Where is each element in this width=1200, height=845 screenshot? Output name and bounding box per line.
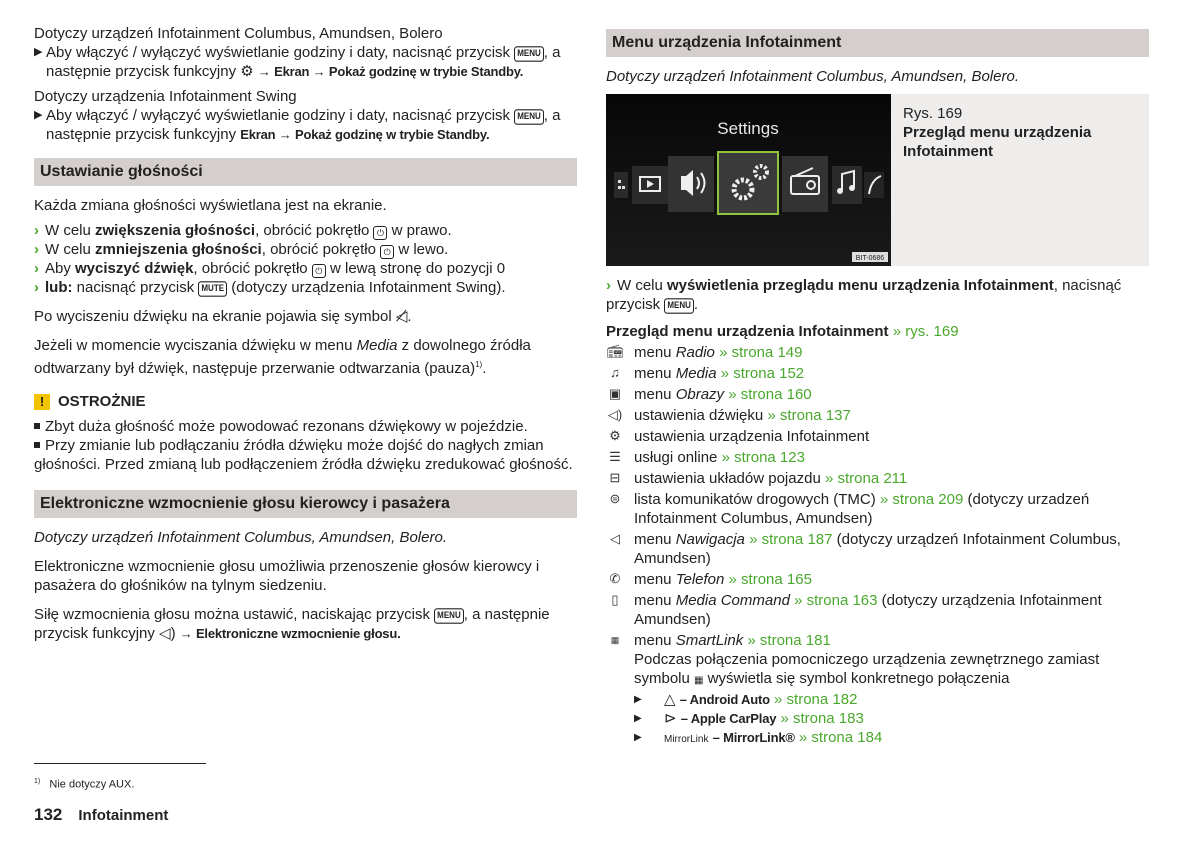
list-item: › W celu zwiększenia głośności, obrócić pokrętło ⏻ w prawo. [34, 222, 452, 239]
bullet-arrow-icon: ▶ [634, 713, 642, 724]
section-heading-voice: Elektroniczne wzmocnienie głosu kierowcy i pasażera [34, 490, 577, 518]
paragraph: Elektroniczne wzmocnienie głosu umożliwia przenoszenie głosów kierowcy i pasażera do głośników na tylnym siedzeniu. [34, 558, 540, 594]
caution-heading: ! OSTROŻNIE [34, 392, 577, 411]
page-link[interactable]: » strona 187 [749, 531, 833, 548]
figure-link[interactable]: » rys. 169 [892, 323, 959, 340]
list-item: ⊜ lista komunikatów drogowych (TMC) » strona 209 (dotyczy urzadzeń Infotainment Columbus, Amundsen) [606, 490, 1149, 528]
car-icon: ⊟ [609, 470, 621, 485]
section-heading-menu: Menu urządzenia Infotainment [606, 29, 1149, 57]
footnote-divider [34, 763, 206, 764]
page-link[interactable]: » strona 160 [728, 386, 812, 403]
applies-note: Dotyczy urządzenia Infotainment Swing [34, 88, 297, 105]
page-link[interactable]: » strona 123 [721, 449, 805, 466]
chevron-right-icon: › [34, 222, 39, 239]
list-item: ♫ menu Media » strona 152 [606, 364, 1149, 383]
paragraph: Jeżeli w momencie wyciszania dźwięku w menu Media z dowolnego źródła odtwarzany był dźwięk, następuje przerwanie odtwarzania (pauza)$^{1)}$. [34, 337, 531, 377]
chevron-right-icon: › [606, 277, 611, 294]
menu-key-icon: MENU [664, 298, 694, 313]
caution-item: Zbyt duża głośność może powodować rezonans dźwiękowy w pojeździe. [34, 417, 577, 436]
media-command-icon: ▯ [611, 592, 619, 607]
paragraph: Siłę wzmocnienia głosu można ustawić, naciskając przycisk MENU , a następnie przycisk funkcyjny ◁) → Elektroniczne wzmocnienie głosu. [34, 606, 550, 642]
list-item: ▣ menu Obrazy » strona 160 [606, 385, 1149, 404]
list-item: ⚙ ustawienia urządzenia Infotainment [606, 427, 1149, 446]
chevron-right-icon: › [34, 279, 39, 296]
bullet-square-icon [34, 423, 40, 429]
page-number: 132 [34, 805, 63, 824]
page-link[interactable]: » strona 137 [767, 407, 851, 424]
list-item: › W celu zmniejszenia głośności, obrócić pokrętło ⏻ w lewo. [34, 241, 449, 258]
svg-text:Settings: Settings [717, 119, 779, 138]
figure-caption: Rys. 169 Przegląd menu urządzenia Infotainment [891, 94, 1149, 266]
paragraph: Po wyciszeniu dźwięku na ekranie pojawia się symbol ◁̸. [34, 308, 412, 325]
overview-heading: Przegląd menu urządzenia Infotainment » rys. 169 [606, 323, 959, 340]
caution-item: Przy zmianie lub podłączaniu źródła dźwięku może dojść do nagłych zmian głośności. Przed zmianą lub podłączeniem źródła dźwięku zredukować głośność. [34, 437, 573, 473]
list-item: ◁) ustawienia dźwięku » strona 137 [607, 407, 851, 424]
knob-icon: ⏻ [312, 264, 326, 278]
list-item: ◁ menu Nawigacja » strona 187 (dotyczy urządzeń Infotainment Columbus, Amundsen) [606, 530, 1149, 568]
list-item: ⊟ ustawienia układów pojazdu » strona 211 [606, 469, 1149, 488]
knob-icon: ⏻ [380, 245, 394, 259]
speaker-muted-icon: ◁̸ [395, 308, 408, 325]
gear-icon: ⚙ [240, 63, 254, 80]
chevron-right-icon: › [34, 260, 39, 277]
phone-icon: ✆ [609, 571, 621, 586]
page-link[interactable]: » strona 211 [824, 470, 908, 487]
page-link[interactable]: » strona 152 [720, 365, 805, 382]
page-link[interactable]: » strona 183 [780, 710, 864, 727]
page-link[interactable]: » strona 182 [774, 691, 858, 708]
smartlink-icon: ▦ [694, 675, 704, 686]
list-item: 📻︎ menu Radio » strona 149 [606, 344, 803, 361]
menu-key-icon: MENU [514, 46, 544, 61]
warning-icon: ! [34, 394, 50, 410]
speaker-icon: ◁) [159, 625, 176, 642]
section-heading-volume: Ustawianie głośności [34, 158, 577, 186]
android-auto-icon: △ [664, 691, 676, 708]
paragraph: Każda zmiana głośności wyświetlana jest na ekranie. [34, 197, 387, 214]
list-item: ☰ usługi online » strona 123 [606, 448, 1149, 467]
list-item: ▯ menu Media Command » strona 163 (dotyczy urządzenia Infotainment Amundsen) [606, 591, 1149, 629]
bullet-arrow-icon: ▶ [634, 694, 642, 705]
left-column [34, 24, 577, 643]
list-item: ▦ menu SmartLink » strona 181 [606, 631, 1149, 650]
footnote: $^{1)}$ Nie dotyczy AUX. [34, 778, 135, 791]
mirrorlink-logo: MirrorLink [664, 734, 709, 745]
bullet-arrow-icon: ▶ [634, 732, 642, 743]
menu-key-icon: MENU [514, 109, 544, 124]
page-footer [34, 805, 168, 825]
knob-icon: ⏻ [373, 226, 387, 240]
sublist [606, 690, 1149, 749]
bullet-square-icon [34, 442, 40, 448]
page-link[interactable]: » strona 184 [798, 729, 883, 746]
page-link[interactable]: » strona 209 [879, 491, 964, 508]
page-link[interactable]: » strona 165 [728, 571, 812, 588]
apple-carplay-icon: ⊳ [664, 710, 677, 727]
applies-note: Dotyczy urządzeń Infotainment Columbus, Amundsen, Bolero [34, 25, 443, 42]
section-title: Infotainment [78, 807, 169, 824]
gear-icon: ⚙ [609, 428, 621, 443]
list-item: ▶ MirrorLink – MirrorLink® » strona 184 [634, 729, 883, 746]
mute-key-icon: MUTE [198, 281, 227, 296]
applies-note: Dotyczy urządzeń Infotainment Columbus, Amundsen, Bolero. [606, 68, 1019, 85]
menu-list [606, 343, 1149, 749]
image-icon: ▣ [608, 386, 622, 401]
bullet-arrow-icon: ▶ [34, 109, 43, 121]
page-link[interactable]: » strona 163 [794, 592, 878, 609]
instruction-clock: ▶ Aby włączyć / wyłączyć wyświetlanie godziny i daty, nacisnąć przycisk MENU , a następnie przycisk funkcyjny ⚙ → Ekran → Pokaż godzinę w trybie Standby. [34, 44, 561, 80]
page-link[interactable]: » strona 149 [719, 344, 803, 361]
navigation-icon: ◁ [610, 531, 620, 546]
smartlink-icon: ▦ [610, 635, 620, 645]
bullet-arrow-icon: ▶ [34, 46, 43, 58]
svg-text:BIT-0686: BIT-0686 [855, 255, 885, 262]
radio-icon: 📻︎ [606, 344, 624, 359]
paragraph: Podczas połączenia pomocniczego urządzenia zewnętrznego zamiast symbolu ▦ wyświetla się symbol konkretnego połączenia [634, 651, 1100, 687]
list-item: ▶ ⊳ – Apple CarPlay » strona 183 [634, 710, 864, 727]
list-item: › Aby wyciszyć dźwięk, obrócić pokrętło ⏻ w lewą stronę do pozycji 0 [34, 260, 506, 277]
instruction: › W celu wyświetlenia przeglądu menu urządzenia Infotainment, nacisnąć przycisk MENU . [606, 277, 1122, 313]
settings-screen-graphic [606, 94, 891, 266]
list-item: ✆ menu Telefon » strona 165 [606, 570, 1149, 589]
traffic-icon: ⊜ [609, 491, 621, 506]
online-icon: ☰ [609, 449, 621, 464]
page-link[interactable]: » strona 181 [747, 632, 831, 649]
figure [606, 94, 1149, 266]
music-note-icon: ♫ [610, 365, 620, 380]
right-column [606, 24, 1149, 749]
applies-note: Dotyczy urządzeń Infotainment Columbus, Amundsen, Bolero. [34, 529, 447, 546]
speaker-icon: ◁) [607, 407, 623, 422]
list-item: ▶ △ – Android Auto » strona 182 [634, 691, 858, 708]
chevron-right-icon: › [34, 241, 39, 258]
menu-key-icon: MENU [434, 608, 464, 623]
infotainment-screen-image [606, 94, 891, 266]
instruction-clock-swing: ▶ Aby włączyć / wyłączyć wyświetlanie godziny i daty, nacisnąć przycisk MENU , a następnie przycisk funkcyjny Ekran → Pokaż godzinę w trybie Standby. [34, 107, 561, 143]
list-item: › lub: nacisnąć przycisk MUTE (dotyczy urządzenia Infotainment Swing). [34, 279, 506, 296]
